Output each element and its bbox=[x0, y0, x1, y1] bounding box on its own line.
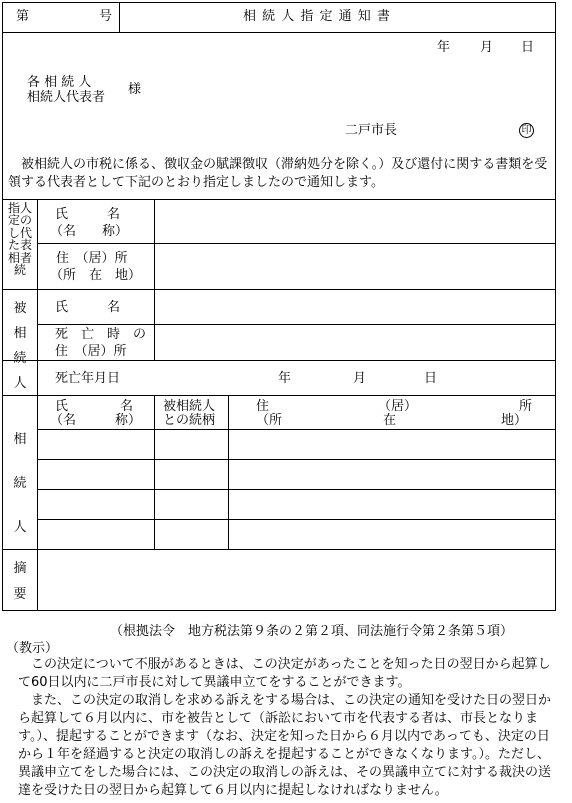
header-bottom-line bbox=[2, 32, 556, 33]
rep-mid-line bbox=[37, 243, 556, 244]
heir-row-line-1 bbox=[37, 459, 556, 460]
deceased-mid-line bbox=[37, 324, 556, 325]
heir-col-name: 氏 名 bbox=[55, 399, 134, 414]
number-prefix: 第 bbox=[16, 9, 30, 24]
heir-row-line-3 bbox=[37, 519, 556, 520]
heir-col-address-a: 住 bbox=[256, 399, 270, 414]
rep-name-label: 氏 名 bbox=[55, 207, 121, 222]
rep-bottom-line bbox=[2, 289, 556, 290]
heir-col-address-b: （居） bbox=[378, 399, 418, 414]
heirs-side-label: 相 続 人 bbox=[13, 432, 27, 535]
body-text: 被相続人の市税に係る、徴収金の賦課徴収（滞納処分を除く。）及び還付に関する書類を受領する代表者として下記のとおり指定しましたので通知します。 bbox=[8, 157, 548, 190]
notice-paragraph-1: この決定について不服があるときは、この決定があったことを知った日の翌日から起算して60日以内に二戸市長に対して異議申立てをすることができます。 bbox=[18, 657, 551, 690]
addressee-line1: 各 相 続 人 bbox=[27, 75, 92, 90]
death-year: 年 bbox=[278, 371, 292, 386]
issuer-seal: 印 bbox=[519, 123, 534, 138]
date-day: 日 bbox=[521, 40, 535, 55]
rep-name-label-sub: （名 称） bbox=[50, 224, 129, 239]
heir-col-address-sub-b: 在 bbox=[383, 413, 397, 428]
notice-heading: （教示） bbox=[6, 641, 59, 656]
addressee-honorific: 様 bbox=[128, 82, 142, 97]
heir-row-line-2 bbox=[37, 489, 556, 490]
deceased-name-label: 氏 名 bbox=[55, 300, 121, 315]
heir-col-address-c: 所 bbox=[519, 399, 533, 414]
heir-col-line-2 bbox=[228, 395, 229, 549]
date-year: 年 bbox=[437, 40, 451, 55]
deceased-side-label: 被 相 続 人 bbox=[13, 301, 27, 391]
heir-col-relation: 被相続人 bbox=[163, 399, 216, 414]
rep-side-label: 指人 定の し代 た表 相者 続 bbox=[7, 201, 32, 278]
heir-col-relation-sub: との続柄 bbox=[163, 413, 216, 428]
death-date-label: 死亡年月日 bbox=[55, 371, 121, 386]
notice-paragraph-2: また、この決定の取消しを求める訴えをする場合は、この決定の通知を受けた日の翌日から起算して６月以内に、市を被告として（訴訟において市を代表する者は、市長となります。）、提起することができます（なお、決定を知った日から６月以内であっても、決定の日から１年を経過すると決定の取消しの訴えを提起することができなくなります。）。ただし、異議申立てをした場合には、この決定の取消しの訴えは、その異議申立てに対する裁決の送達を受けた日の翌日から起算して６月以内に提起しなければなりません。 bbox=[18, 693, 552, 798]
table-top-line bbox=[2, 199, 556, 200]
addressee-line2: 相続人代表者 bbox=[27, 90, 106, 105]
rep-label-column-line bbox=[154, 199, 155, 360]
heir-col-address-sub-a: （所 bbox=[256, 413, 283, 428]
death-day: 日 bbox=[424, 371, 438, 386]
deceased-bottom-line bbox=[2, 360, 556, 361]
date-month: 月 bbox=[480, 40, 494, 55]
remarks-side-label: 摘 要 bbox=[13, 561, 27, 602]
rep-address-label: 住 （居）所 bbox=[56, 251, 128, 266]
legal-basis: （根拠法令 地方税法第９条の２第２項、同法施行令第２条第５項） bbox=[110, 624, 514, 639]
heir-header-line bbox=[37, 429, 556, 430]
header-divider bbox=[119, 2, 120, 32]
heir-col-line-1 bbox=[154, 395, 155, 549]
heir-bottom-line bbox=[2, 549, 556, 550]
deceased-address-label: 死 亡 時 の bbox=[55, 327, 147, 342]
death-month: 月 bbox=[353, 371, 367, 386]
number-suffix: 号 bbox=[99, 9, 113, 24]
deceased-address-label-sub: 住 （居）所 bbox=[55, 344, 127, 359]
issuer-name: 二戸市長 bbox=[345, 123, 398, 138]
rep-address-label-sub: （所 在 地） bbox=[50, 268, 142, 283]
heir-col-name-sub: （名 称） bbox=[50, 413, 142, 428]
death-date-bottom-line bbox=[2, 395, 556, 396]
document-title: 相 続 人 指 定 通 知 書 bbox=[243, 9, 391, 24]
heir-col-address-sub-c: 地） bbox=[501, 413, 528, 428]
